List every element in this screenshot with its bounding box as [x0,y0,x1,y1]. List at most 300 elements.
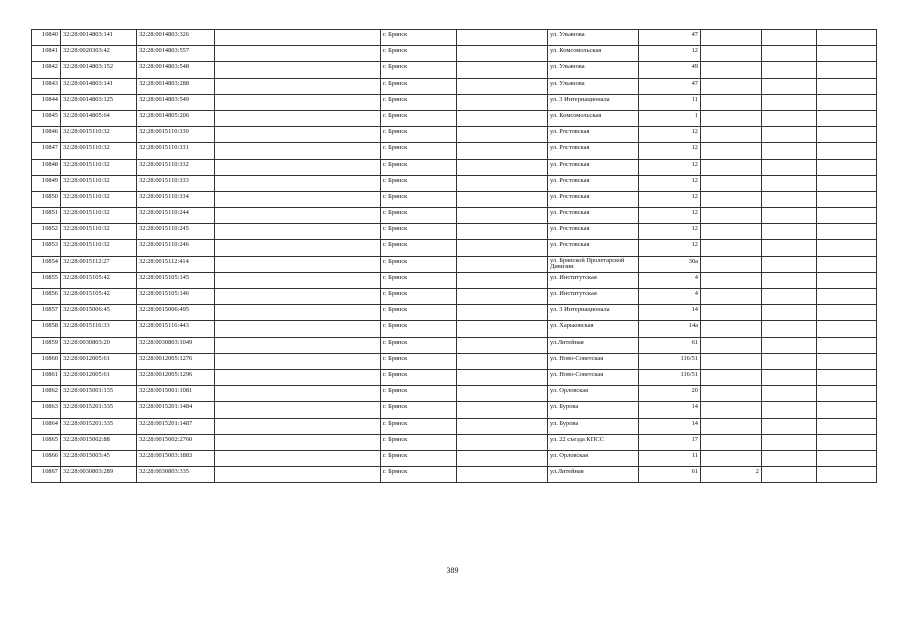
record-number: 10850 [32,191,61,207]
city-cell: г. Брянск [381,418,457,434]
empty-cell [817,208,877,224]
empty-cell [762,450,817,466]
table-row [32,208,877,224]
empty-cell [457,94,548,110]
empty-cell [215,94,381,110]
record-number: 10840 [32,30,61,46]
empty-cell [817,450,877,466]
street-cell: ул. Бурова [548,402,639,418]
record-number: 10848 [32,159,61,175]
empty-cell [762,305,817,321]
empty-cell [762,94,817,110]
apartment-cell [701,337,762,353]
land-cadastral-number: 32:28:0015116:33 [61,321,137,337]
house-number-cell: 14 [639,402,701,418]
empty-cell [762,418,817,434]
city-cell: г. Брянск [381,353,457,369]
land-cadastral-number: 32:28:0030803:20 [61,337,137,353]
empty-cell [215,369,381,385]
street-cell: ул. Орловская [548,450,639,466]
empty-cell [215,159,381,175]
object-cadastral-number: 32:28:0015112:414 [137,256,215,272]
apartment-cell [701,78,762,94]
apartment-cell [701,143,762,159]
object-cadastral-number: 32:28:0015110:244 [137,208,215,224]
empty-cell [817,321,877,337]
object-cadastral-number: 32:28:0015105:145 [137,272,215,288]
empty-cell [215,467,381,483]
city-cell: г. Брянск [381,240,457,256]
empty-cell [762,402,817,418]
table-row [32,305,877,321]
record-number: 10866 [32,450,61,466]
object-cadastral-number: 32:28:0015110:334 [137,191,215,207]
registry-table [31,29,877,483]
record-number: 10851 [32,208,61,224]
apartment-cell [701,402,762,418]
table-row [32,110,877,126]
house-number-cell: 14а [639,321,701,337]
city-cell: г. Брянск [381,46,457,62]
empty-cell [817,289,877,305]
city-cell: г. Брянск [381,175,457,191]
land-cadastral-number: 32:28:0012005:61 [61,353,137,369]
record-number: 10843 [32,78,61,94]
record-number: 10846 [32,127,61,143]
object-cadastral-number: 32:28:0015003:1883 [137,450,215,466]
street-cell: ул. Ново-Советская [548,353,639,369]
empty-cell [762,434,817,450]
empty-cell [215,289,381,305]
object-cadastral-number: 32:28:0015116:443 [137,321,215,337]
house-number-cell: 12 [639,224,701,240]
apartment-cell [701,62,762,78]
table-row [32,224,877,240]
empty-cell [762,272,817,288]
land-cadastral-number: 32:28:0014803:152 [61,62,137,78]
table-row [32,434,877,450]
table-row [32,386,877,402]
empty-cell [762,353,817,369]
street-cell: ул. Комсомольская [548,110,639,126]
house-number-cell: 4 [639,272,701,288]
record-number: 10861 [32,369,61,385]
table-row [32,256,877,272]
empty-cell [215,143,381,159]
empty-cell [457,175,548,191]
apartment-cell [701,208,762,224]
land-cadastral-number: 32:28:0015110:32 [61,175,137,191]
empty-cell [215,386,381,402]
apartment-cell [701,191,762,207]
empty-cell [215,224,381,240]
city-cell: г. Брянск [381,191,457,207]
street-cell: ул. Ростовская [548,208,639,224]
table-row [32,337,877,353]
street-cell: ул. Ростовская [548,159,639,175]
land-cadastral-number: 32:28:0014803:141 [61,78,137,94]
apartment-cell [701,159,762,175]
empty-cell [215,321,381,337]
record-number: 10867 [32,467,61,483]
record-number: 10853 [32,240,61,256]
city-cell: г. Брянск [381,434,457,450]
empty-cell [817,62,877,78]
land-cadastral-number: 32:28:0015001:135 [61,386,137,402]
empty-cell [762,240,817,256]
object-cadastral-number: 32:28:0015110:331 [137,143,215,159]
apartment-cell [701,321,762,337]
city-cell: г. Брянск [381,78,457,94]
house-number-cell: 12 [639,127,701,143]
apartment-cell [701,272,762,288]
empty-cell [817,337,877,353]
land-cadastral-number: 32:28:0015201:335 [61,418,137,434]
house-number-cell: 61 [639,337,701,353]
object-cadastral-number: 32:28:0014803:549 [137,94,215,110]
street-cell: ул. Харьковская [548,321,639,337]
apartment-cell [701,418,762,434]
record-number: 10847 [32,143,61,159]
apartment-cell [701,240,762,256]
table-row [32,62,877,78]
house-number-cell: 47 [639,30,701,46]
table-row [32,240,877,256]
city-cell: г. Брянск [381,337,457,353]
empty-cell [215,256,381,272]
empty-cell [457,353,548,369]
house-number-cell: 17 [639,434,701,450]
house-number-cell: 12 [639,191,701,207]
empty-cell [215,353,381,369]
city-cell: г. Брянск [381,127,457,143]
empty-cell [817,191,877,207]
city-cell: г. Брянск [381,386,457,402]
street-cell: ул. Бурова [548,418,639,434]
record-number: 10858 [32,321,61,337]
land-cadastral-number: 32:28:0014803:141 [61,30,137,46]
street-cell: ул. 22 съезда КПСС [548,434,639,450]
city-cell: г. Брянск [381,224,457,240]
apartment-cell [701,256,762,272]
land-cadastral-number: 32:28:0015002:88 [61,434,137,450]
empty-cell [762,289,817,305]
land-cadastral-number: 32:28:0012005:61 [61,369,137,385]
object-cadastral-number: 32:28:0014805:206 [137,110,215,126]
house-number-cell: 61 [639,467,701,483]
empty-cell [762,46,817,62]
city-cell: г. Брянск [381,208,457,224]
table-row [32,78,877,94]
city-cell: г. Брянск [381,62,457,78]
street-cell: ул. Ростовская [548,175,639,191]
land-cadastral-number: 32:28:0015105:42 [61,289,137,305]
house-number-cell: 12 [639,240,701,256]
empty-cell [457,434,548,450]
empty-cell [457,337,548,353]
empty-cell [762,256,817,272]
object-cadastral-number: 32:28:0015201:1487 [137,418,215,434]
empty-cell [457,159,548,175]
object-cadastral-number: 32:28:0015110:333 [137,175,215,191]
registry-body [32,30,877,483]
empty-cell [817,353,877,369]
apartment-cell [701,353,762,369]
record-number: 10863 [32,402,61,418]
empty-cell [762,369,817,385]
street-cell: ул. Ростовская [548,191,639,207]
house-number-cell: 14 [639,305,701,321]
table-row [32,289,877,305]
house-number-cell: 14 [639,418,701,434]
land-cadastral-number: 32:28:0020303:42 [61,46,137,62]
empty-cell [457,450,548,466]
empty-cell [457,467,548,483]
empty-cell [215,191,381,207]
empty-cell [817,467,877,483]
apartment-cell [701,450,762,466]
city-cell: г. Брянск [381,450,457,466]
record-number: 10859 [32,337,61,353]
house-number-cell: 12 [639,143,701,159]
empty-cell [457,127,548,143]
empty-cell [817,256,877,272]
house-number-cell: 116/51 [639,369,701,385]
empty-cell [817,305,877,321]
land-cadastral-number: 32:28:0015201:335 [61,402,137,418]
object-cadastral-number: 32:28:0015110:330 [137,127,215,143]
empty-cell [762,159,817,175]
land-cadastral-number: 32:28:0015105:42 [61,272,137,288]
apartment-cell [701,94,762,110]
empty-cell [215,402,381,418]
city-cell: г. Брянск [381,272,457,288]
house-number-cell: 20 [639,386,701,402]
street-cell: ул. Ростовская [548,127,639,143]
apartment-cell [701,305,762,321]
record-number: 10857 [32,305,61,321]
empty-cell [762,175,817,191]
empty-cell [457,224,548,240]
house-number-cell: 11 [639,450,701,466]
empty-cell [457,110,548,126]
object-cadastral-number: 32:28:0015110:246 [137,240,215,256]
apartment-cell [701,434,762,450]
table-row [32,418,877,434]
city-cell: г. Брянск [381,467,457,483]
empty-cell [215,127,381,143]
street-cell: ул. Ново-Советская [548,369,639,385]
land-cadastral-number: 32:28:0015003:45 [61,450,137,466]
city-cell: г. Брянск [381,402,457,418]
empty-cell [817,30,877,46]
land-cadastral-number: 32:28:0015110:32 [61,224,137,240]
empty-cell [215,62,381,78]
city-cell: г. Брянск [381,94,457,110]
street-cell: ул. Ульянова [548,30,639,46]
house-number-cell: 47 [639,78,701,94]
table-row [32,321,877,337]
street-cell: ул. 3 Интернационала [548,305,639,321]
house-number-cell: 12 [639,175,701,191]
object-cadastral-number: 32:28:0015001:1081 [137,386,215,402]
empty-cell [215,418,381,434]
empty-cell [215,175,381,191]
street-cell: ул.Литейная [548,337,639,353]
object-cadastral-number: 32:28:0015105:146 [137,289,215,305]
street-cell: ул. Брянской Пролетарской Дивизии [548,256,639,272]
street-cell: ул. Орловская [548,386,639,402]
street-cell: ул. 3 Интернационала [548,94,639,110]
empty-cell [457,46,548,62]
empty-cell [215,208,381,224]
record-number: 10845 [32,110,61,126]
apartment-cell [701,386,762,402]
object-cadastral-number: 32:28:0015006:495 [137,305,215,321]
street-cell: ул. Институтская [548,289,639,305]
object-cadastral-number: 32:28:0012005:1296 [137,369,215,385]
empty-cell [457,321,548,337]
empty-cell [457,208,548,224]
empty-cell [457,256,548,272]
record-number: 10854 [32,256,61,272]
record-number: 10852 [32,224,61,240]
empty-cell [457,78,548,94]
empty-cell [762,467,817,483]
table-row [32,353,877,369]
table-row [32,402,877,418]
record-number: 10856 [32,289,61,305]
record-number: 10844 [32,94,61,110]
object-cadastral-number: 32:28:0015110:332 [137,159,215,175]
empty-cell [762,78,817,94]
empty-cell [762,208,817,224]
apartment-cell [701,30,762,46]
empty-cell [762,143,817,159]
empty-cell [457,386,548,402]
empty-cell [457,143,548,159]
empty-cell [817,46,877,62]
empty-cell [215,272,381,288]
land-cadastral-number: 32:28:0015110:32 [61,159,137,175]
empty-cell [215,434,381,450]
empty-cell [817,224,877,240]
object-cadastral-number: 32:28:0014803:288 [137,78,215,94]
empty-cell [817,434,877,450]
land-cadastral-number: 32:28:0015110:32 [61,143,137,159]
table-row [32,272,877,288]
land-cadastral-number: 32:28:0014803:125 [61,94,137,110]
land-cadastral-number: 32:28:0015110:32 [61,191,137,207]
empty-cell [762,337,817,353]
table-row [32,94,877,110]
city-cell: г. Брянск [381,289,457,305]
empty-cell [457,240,548,256]
object-cadastral-number: 32:28:0014803:557 [137,46,215,62]
empty-cell [817,110,877,126]
empty-cell [457,402,548,418]
empty-cell [457,289,548,305]
empty-cell [762,30,817,46]
street-cell: ул. Ульянова [548,62,639,78]
empty-cell [817,272,877,288]
empty-cell [215,30,381,46]
apartment-cell [701,289,762,305]
record-number: 10865 [32,434,61,450]
street-cell: ул. Ростовская [548,143,639,159]
apartment-cell: 2 [701,467,762,483]
object-cadastral-number: 32:28:0015002:2760 [137,434,215,450]
street-cell: ул. Институтская [548,272,639,288]
table-row [32,369,877,385]
city-cell: г. Брянск [381,369,457,385]
object-cadastral-number: 32:28:0014803:548 [137,62,215,78]
empty-cell [457,272,548,288]
apartment-cell [701,110,762,126]
table-row [32,450,877,466]
house-number-cell: 12 [639,208,701,224]
city-cell: г. Брянск [381,321,457,337]
object-cadastral-number: 32:28:0012005:1276 [137,353,215,369]
house-number-cell: 11 [639,94,701,110]
empty-cell [817,143,877,159]
empty-cell [817,78,877,94]
table-row [32,30,877,46]
house-number-cell: 12 [639,159,701,175]
city-cell: г. Брянск [381,159,457,175]
city-cell: г. Брянск [381,305,457,321]
land-cadastral-number: 32:28:0030803:289 [61,467,137,483]
empty-cell [215,240,381,256]
table-row [32,159,877,175]
empty-cell [457,305,548,321]
empty-cell [817,369,877,385]
empty-cell [762,62,817,78]
empty-cell [215,78,381,94]
house-number-cell: 1 [639,110,701,126]
house-number-cell: 4 [639,289,701,305]
apartment-cell [701,224,762,240]
house-number-cell: 49 [639,62,701,78]
apartment-cell [701,175,762,191]
empty-cell [762,386,817,402]
object-cadastral-number: 32:28:0030803:1049 [137,337,215,353]
record-number: 10862 [32,386,61,402]
empty-cell [817,402,877,418]
land-cadastral-number: 32:28:0015110:32 [61,240,137,256]
street-cell: ул. Ростовская [548,224,639,240]
street-cell: ул. Ульянова [548,78,639,94]
empty-cell [457,369,548,385]
land-cadastral-number: 32:28:0015112:27 [61,256,137,272]
empty-cell [762,127,817,143]
record-number: 10841 [32,46,61,62]
empty-cell [457,191,548,207]
land-cadastral-number: 32:28:0015110:32 [61,127,137,143]
empty-cell [215,305,381,321]
empty-cell [457,62,548,78]
empty-cell [817,240,877,256]
empty-cell [817,94,877,110]
city-cell: г. Брянск [381,110,457,126]
table-row [32,191,877,207]
record-number: 10860 [32,353,61,369]
record-number: 10864 [32,418,61,434]
table-row [32,175,877,191]
object-cadastral-number: 32:28:0015201:1484 [137,402,215,418]
empty-cell [817,418,877,434]
empty-cell [215,110,381,126]
